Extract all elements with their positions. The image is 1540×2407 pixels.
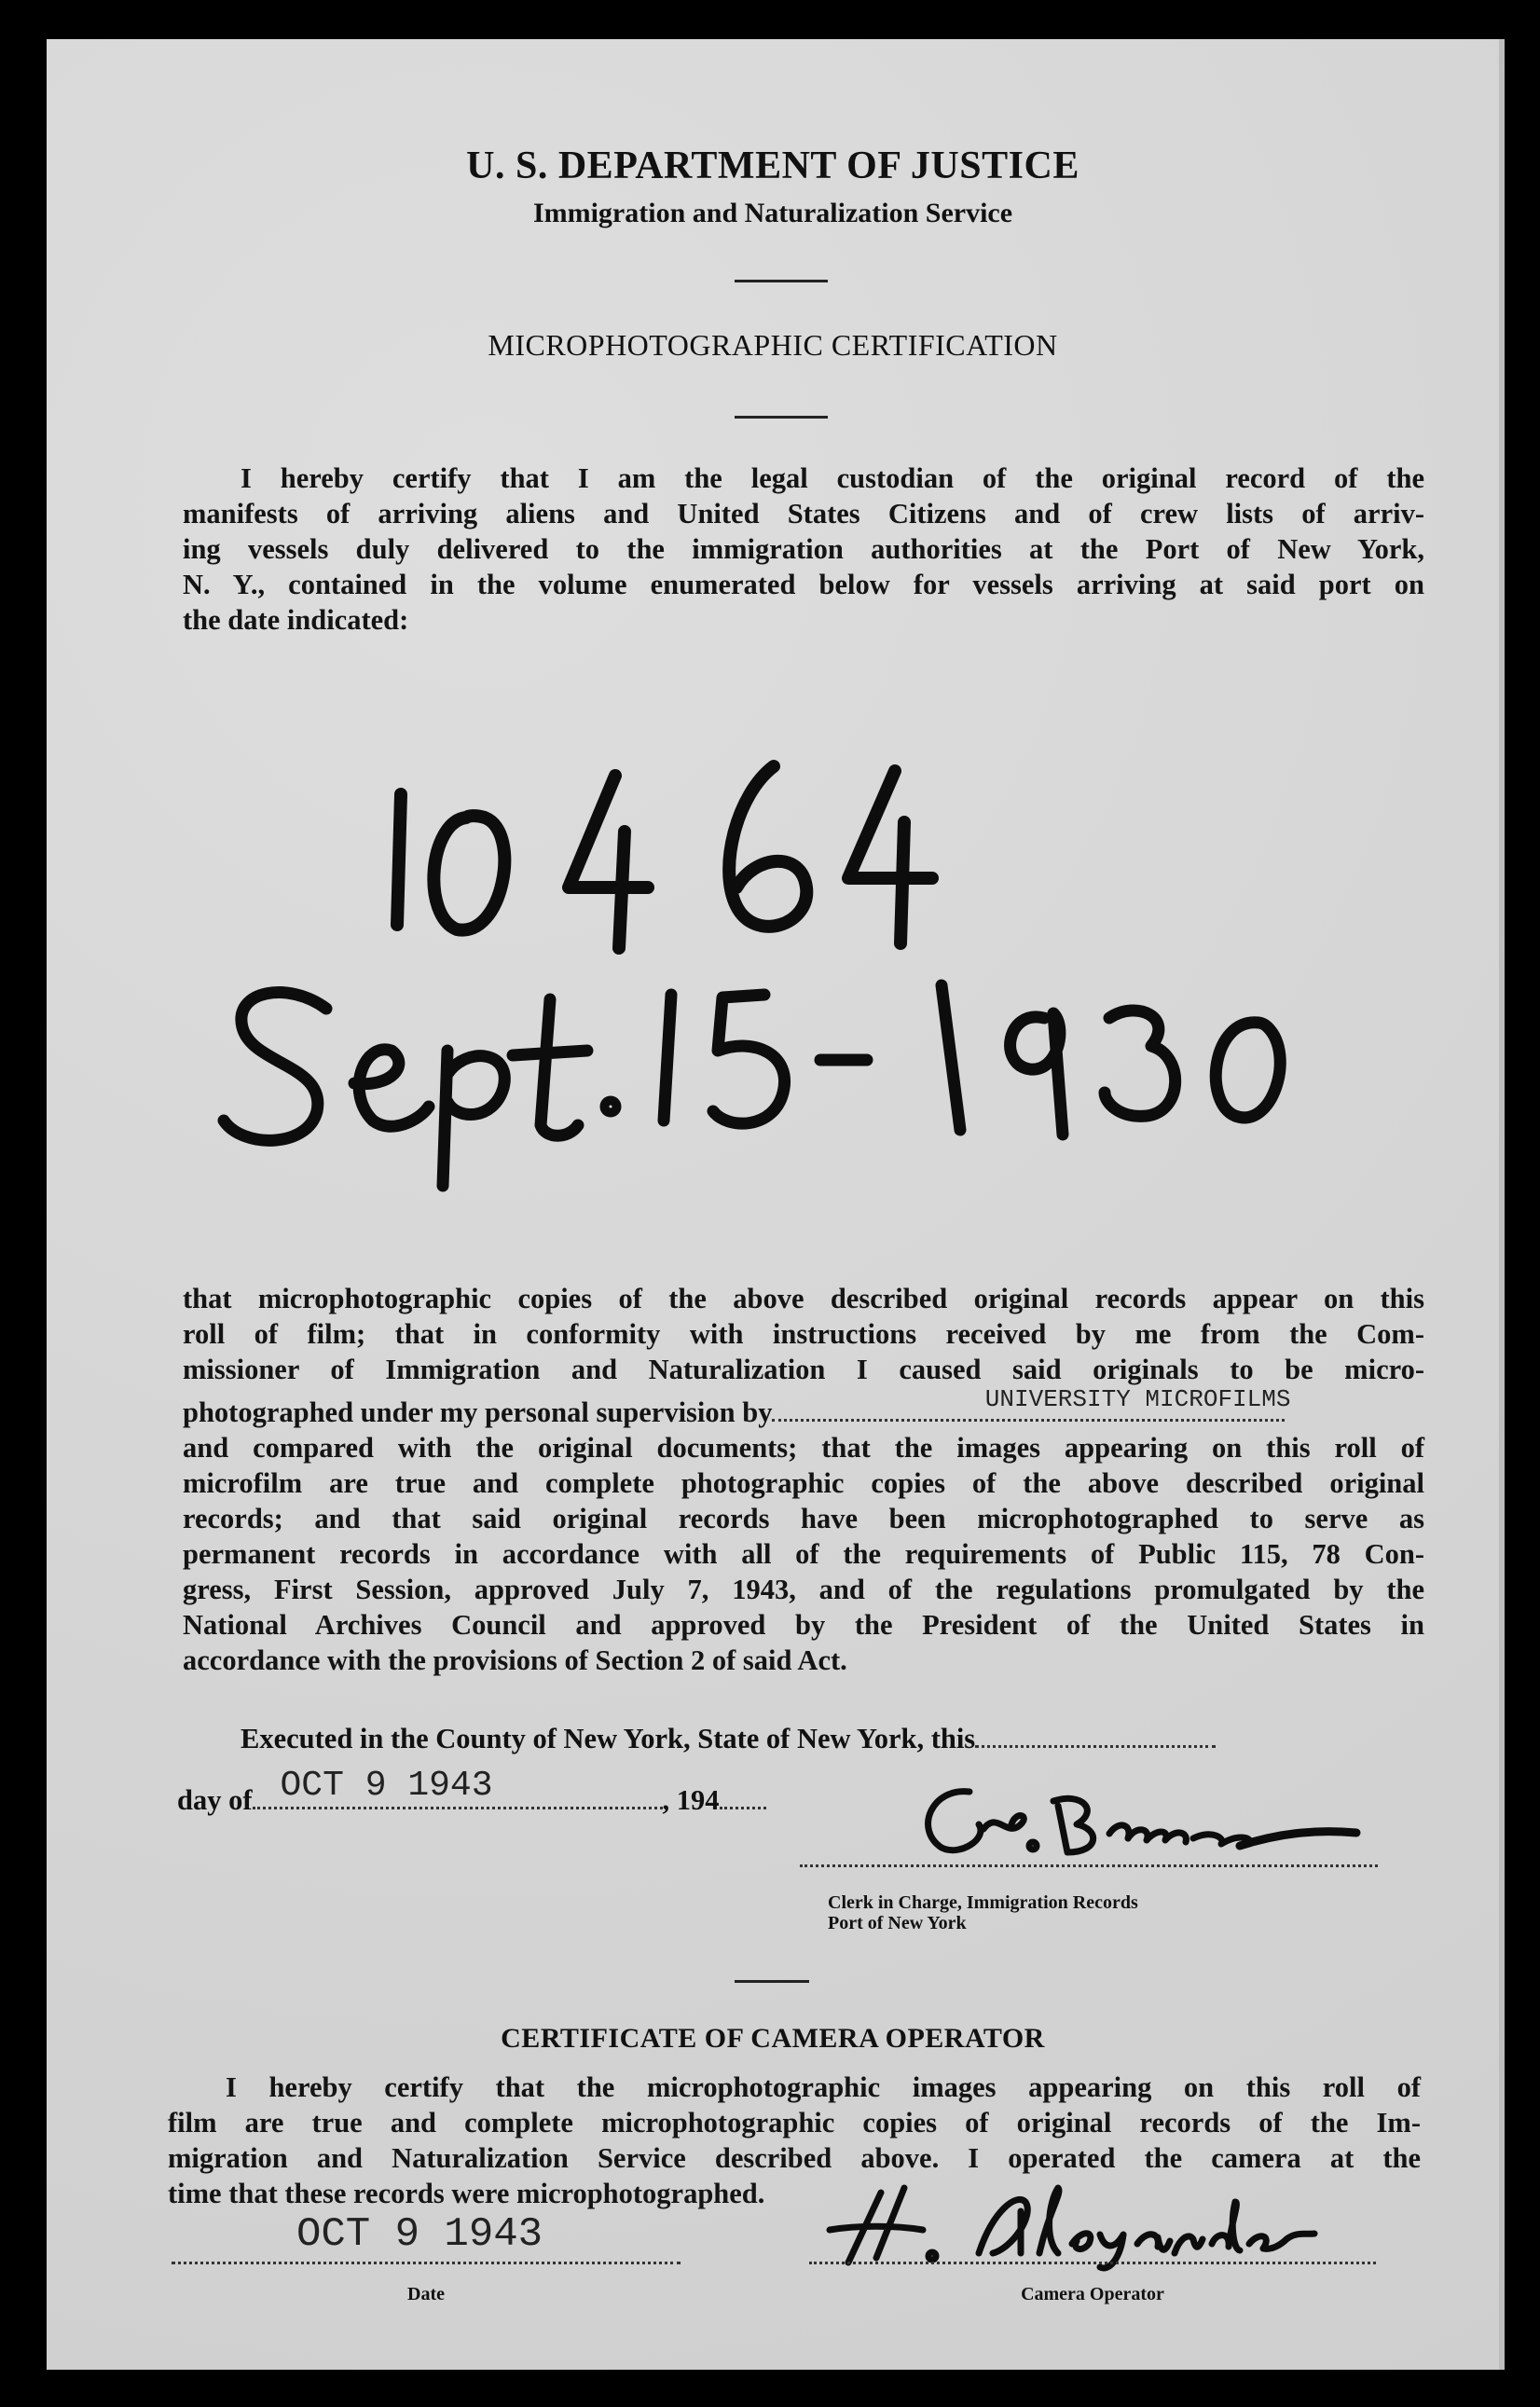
executed-text: Executed in the County of New York, State of New York, this xyxy=(241,1723,976,1754)
certificate-sheet xyxy=(47,39,1505,2370)
intro-line: manifests of arriving aliens and United States Citizens and of crew lists of arriv- xyxy=(183,498,1424,530)
intro-line: N. Y., contained in the volume enumerated below for vessels arriving at said port on xyxy=(183,569,1424,600)
body-line: records; and that said original records have been microphotographed to serve as xyxy=(183,1503,1424,1534)
camera-line: I hereby certify that the microphotographic images appearing on this roll of xyxy=(226,2071,1421,2103)
camera-line: migration and Naturalization Service described above. I operated the camera at the xyxy=(168,2142,1421,2174)
executed-line xyxy=(241,1723,1216,1755)
body-line: that microphotographic copies of the above described original records appear on this xyxy=(183,1283,1424,1314)
body-line: microfilm are true and complete photographic copies of the above described original xyxy=(183,1467,1424,1499)
divider-rule xyxy=(735,1980,809,1983)
clerk-title-1: Clerk in Charge, Immigration Records xyxy=(828,1892,1138,1913)
camera-date-label: Date xyxy=(407,2284,445,2304)
handwritten-volume-date xyxy=(177,729,1370,1195)
year-suffix: , 194 xyxy=(662,1784,720,1816)
body-line: roll of film; that in conformity with instructions received by me from the Com- xyxy=(183,1318,1424,1350)
executed-dotted-field xyxy=(975,1726,1216,1748)
body-line: and compared with the original documents; that the images appearing on this roll of xyxy=(183,1432,1424,1464)
body-line: missioner of Immigration and Naturalization I caused said originals to be micro- xyxy=(183,1354,1424,1385)
body-line: National Archives Council and approved by the President of the United States in xyxy=(183,1609,1424,1641)
department-heading: U. S. DEPARTMENT OF JUSTICE xyxy=(466,144,1079,187)
supervision-stamp: UNIVERSITY MICROFILMS xyxy=(984,1385,1291,1413)
camera-operator-label: Camera Operator xyxy=(1021,2284,1164,2304)
intro-line: I hereby certify that I am the legal custodian of the original record of the xyxy=(241,462,1424,494)
supervision-dotted-field xyxy=(772,1385,1291,1422)
body-line: permanent records in accordance with all of the requirements of Public 115, 78 Con- xyxy=(183,1538,1424,1570)
body-line: accordance with the provisions of Section 2 of said Act. xyxy=(183,1644,847,1676)
clerk-title-2: Port of New York xyxy=(828,1913,967,1933)
intro-paragraph xyxy=(183,461,1424,638)
day-of-stamp: OCT 9 1943 xyxy=(280,1766,493,1806)
body-paragraph xyxy=(183,1281,1424,1678)
intro-line: the date indicated: xyxy=(183,604,409,636)
supervision-line xyxy=(183,1385,1424,1430)
clerk-signature xyxy=(867,1773,1389,1876)
day-of-line xyxy=(177,1766,766,1817)
body-line: gress, First Session, approved July 7, 1943, and of the regulations promulgated by the xyxy=(183,1574,1424,1605)
intro-line: ing vessels duly delivered to the immigration authorities at the Port of New York, xyxy=(183,533,1424,565)
camera-operator-line xyxy=(809,2260,1376,2264)
divider-rule xyxy=(735,416,828,419)
camera-date-stamp: OCT 9 1943 xyxy=(296,2211,543,2258)
divider-rule xyxy=(735,280,828,282)
certification-title: MICROPHOTOGRAPHIC CERTIFICATION xyxy=(488,328,1058,362)
service-subheading: Immigration and Naturalization Service xyxy=(532,198,1013,228)
camera-line: time that these records were microphotographed. xyxy=(168,2178,765,2209)
camera-certificate-title: CERTIFICATE OF CAMERA OPERATOR xyxy=(501,2023,1045,2054)
year-dotted-field xyxy=(720,1788,766,1809)
camera-line: film are true and complete microphotographic copies of original records of the Im- xyxy=(168,2107,1421,2139)
day-of-label: day of xyxy=(177,1784,253,1816)
clerk-signature-line xyxy=(800,1863,1378,1867)
supervision-prefix: photographed under my personal supervision by xyxy=(183,1396,773,1428)
day-of-dotted-field xyxy=(253,1766,663,1809)
camera-date-line xyxy=(172,2260,681,2264)
